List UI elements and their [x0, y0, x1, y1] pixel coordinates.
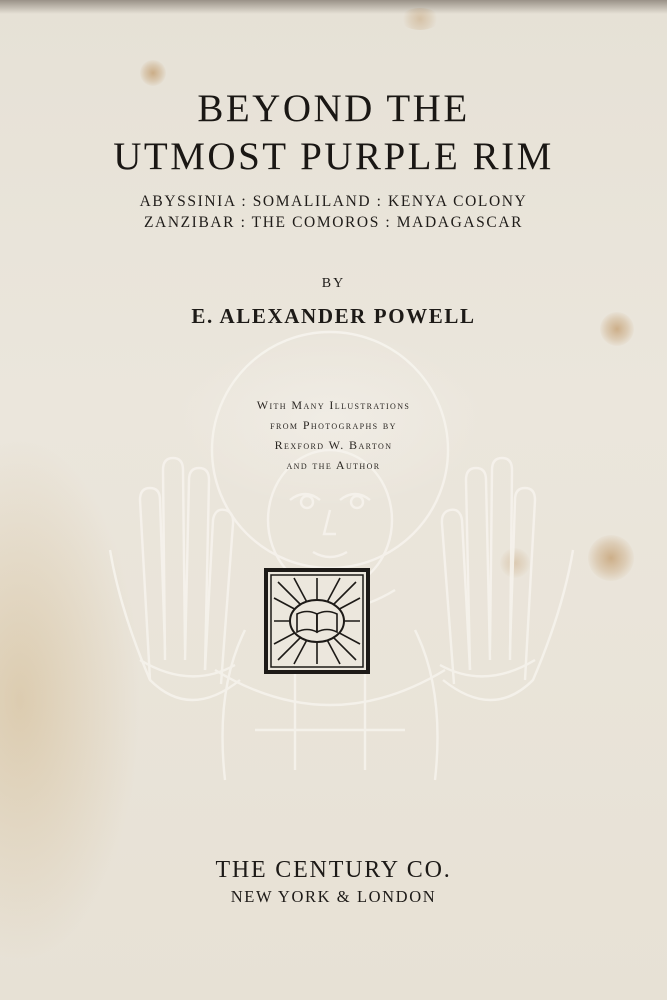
subtitle-line-1: ABYSSINIA : SOMALILAND : KENYA COLONY [139, 193, 528, 210]
illustrations-line-2: from Photographs by [270, 418, 397, 432]
foxing-stain [588, 535, 634, 581]
publisher-name: THE CENTURY CO. [215, 857, 452, 883]
illustrations-line-1: With Many Illustrations [256, 398, 411, 412]
illustrations-line-4: and the Author [286, 458, 381, 472]
foxing-stain [140, 60, 166, 86]
publisher-location: NEW YORK & LONDON [230, 887, 437, 906]
by-label: BY [321, 276, 346, 291]
book-title-line-1: BEYOND THE [197, 87, 470, 130]
foxing-stain [400, 8, 440, 30]
page-top-shadow [0, 0, 667, 14]
book-title-line-2: UTMOST PURPLE RIM [113, 135, 554, 178]
radiant-book-emblem-icon [264, 568, 370, 674]
author-name: E. ALEXANDER POWELL [191, 304, 476, 328]
subtitle-line-2: ZANZIBAR : THE COMOROS : MADAGASCAR [143, 214, 524, 231]
illustrations-line-3: Rexford W. Barton [274, 438, 393, 452]
